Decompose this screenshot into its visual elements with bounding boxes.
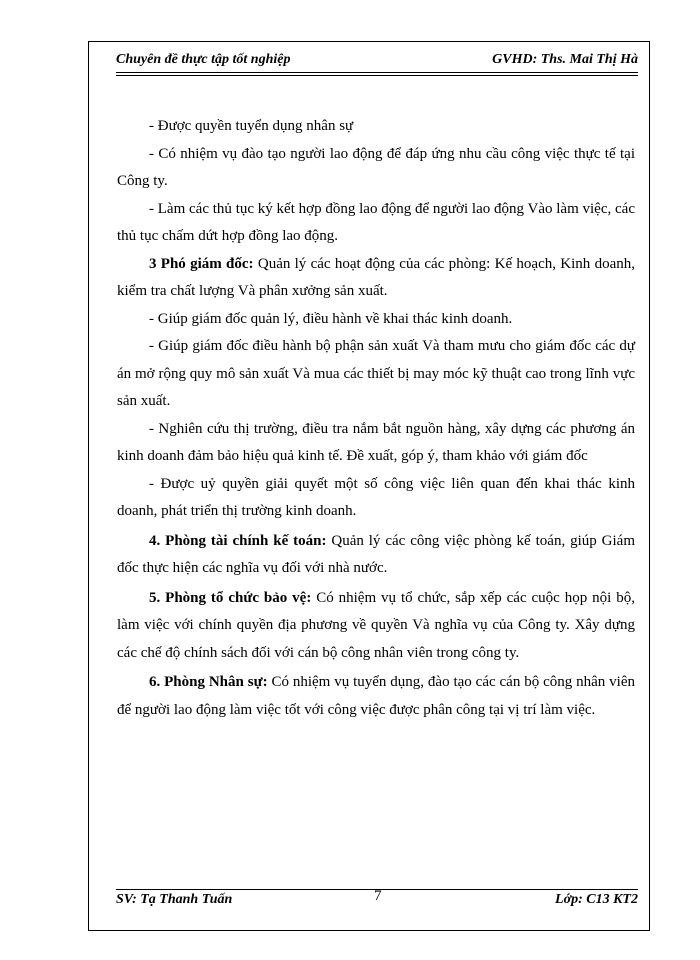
page-footer: [116, 888, 638, 916]
paragraph: - Được quyền tuyển dụng nhân sự: [149, 118, 354, 134]
paragraph: - Có nhiệm vụ đào tạo người lao động để đáp ứng nhu cầu công việc thực tế tại Công ty.: [117, 145, 635, 189]
paragraph-hr: 6. Phòng Nhân sự: Có nhiệm vụ tuyển dụng, đào tạo các cán bộ công nhân viên để người lao động làm việc tốt với công việc được phân công tại vị trí làm việc.: [117, 674, 635, 718]
paragraph: - Giúp giám đốc quản lý, điều hành về khai thác kinh doanh.: [149, 310, 513, 327]
paragraph-vice-director: 3 Phó giám đốc: Quản lý các hoạt động của các phòng: Kế hoạch, Kinh doanh, kiểm tra chất lượng Và phân xưởng sản xuất.: [117, 255, 635, 299]
paragraph: - Giúp giám đốc điều hành bộ phận sản xuất Và tham mưu cho giám đốc các dự án mở rộng quy mô sản xuất Và mua các thiết bị may móc kỹ thuật cao trong lĩnh vực sản xuất.: [117, 338, 635, 409]
footer-class: Lớp: C13 KT2: [555, 892, 638, 907]
paragraph: - Được uỷ quyền giải quyết một số công việc liên quan đến khai thác kinh doanh, phát triển thị trường kinh doanh.: [117, 475, 635, 519]
paragraph: - Nghiên cứu thị trường, điều tra nắm bắt nguồn hàng, xây dựng các phương án kinh doanh đảm bảo hiệu quả kinh tế. Đề xuất, góp ý, tham khảo với giám đốc: [117, 420, 635, 464]
paragraph: - Làm các thủ tục ký kết hợp đồng lao động để người lao động Vào làm việc, các thủ tục chấm dứt hợp đồng lao động.: [117, 200, 635, 244]
header-advisor: GVHD: Ths. Mai Thị Hà: [492, 52, 638, 67]
footer-student: SV: Tạ Thanh Tuấn: [116, 892, 233, 907]
header-rule: [116, 72, 638, 76]
page-header: [116, 50, 638, 74]
paragraph-organization: 5. Phòng tổ chức bảo vệ: Có nhiệm vụ tổ chức, sắp xếp các cuộc họp nội bộ, làm việc với chính quyền địa phương về quyền Và nghĩa vụ của Công ty. Xây dựng các chế độ chính sách đối với cán bộ công nhân viên trong công ty.: [117, 589, 635, 661]
paragraph-finance: 4. Phòng tài chính kế toán: Quản lý các công việc phòng kế toán, giúp Giám đốc thực hiện các nghĩa vụ đối với nhà nước.: [117, 532, 635, 576]
header-title: Chuyên đề thực tập tốt nghiệp: [116, 52, 291, 67]
document-body: [117, 113, 635, 724]
page-number: 7: [374, 888, 382, 904]
